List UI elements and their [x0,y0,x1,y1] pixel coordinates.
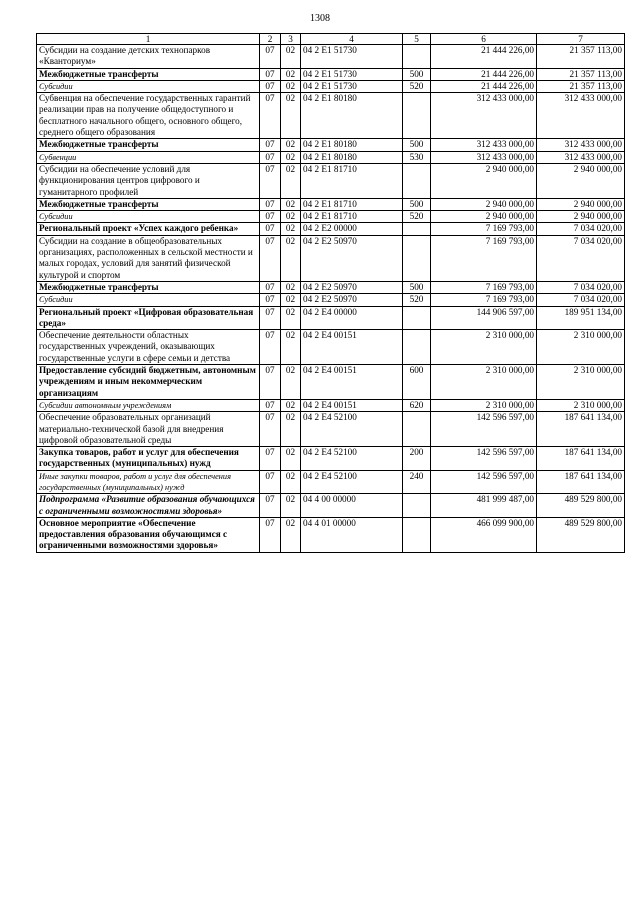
table-row [37,399,625,411]
target-code-cell: 04 2 E4 00000 [301,306,403,330]
table-row [37,365,625,400]
subsection-cell: 02 [281,223,301,235]
amount-year1-cell: 466 099 900,00 [431,517,537,552]
amount-year2-cell: 21 357 113,00 [537,68,625,80]
target-code-cell: 04 2 E1 51730 [301,45,403,69]
row-name-cell: Региональный проект «Цифровая образовательная среда» [37,306,260,330]
target-code-cell: 04 2 E4 00151 [301,330,403,365]
table-row [37,68,625,80]
row-name-cell: Межбюджетные трансферты [37,198,260,210]
amount-year2-cell: 7 034 020,00 [537,235,625,281]
subsection-cell: 02 [281,412,301,447]
row-name-cell: Обеспечение деятельности областных государственных учреждений, оказывающих государственные услуги в сфере семьи и детства [37,330,260,365]
amount-year2-cell: 7 034 020,00 [537,294,625,306]
column-header: 1 [37,34,260,45]
amount-year1-cell: 2 310 000,00 [431,365,537,400]
subsection-cell: 02 [281,139,301,151]
amount-year2-cell: 2 940 000,00 [537,198,625,210]
amount-year2-cell: 2 310 000,00 [537,365,625,400]
amount-year2-cell: 21 357 113,00 [537,45,625,69]
expense-kind-cell [403,45,431,69]
expense-kind-cell: 200 [403,447,431,471]
subsection-cell: 02 [281,281,301,293]
section-cell: 07 [260,211,281,223]
section-cell: 07 [260,399,281,411]
target-code-cell: 04 2 E2 50970 [301,281,403,293]
amount-year1-cell: 144 906 597,00 [431,306,537,330]
subsection-cell: 02 [281,235,301,281]
amount-year1-cell: 312 433 000,00 [431,151,537,163]
subsection-cell: 02 [281,517,301,552]
subsection-cell: 02 [281,399,301,411]
subsection-cell: 02 [281,45,301,69]
subsection-cell: 02 [281,80,301,92]
section-cell: 07 [260,294,281,306]
section-cell: 07 [260,494,281,518]
expense-kind-cell: 520 [403,294,431,306]
amount-year1-cell: 7 169 793,00 [431,235,537,281]
expense-kind-cell [403,235,431,281]
target-code-cell: 04 2 E1 81710 [301,163,403,198]
target-code-cell: 04 2 E1 80180 [301,139,403,151]
amount-year2-cell: 489 529 800,00 [537,494,625,518]
row-name-cell: Субвенция на обеспечение государственных гарантий реализации прав на получение общедоступного и бесплатного начального общего, основного общего, среднего общего образования [37,93,260,139]
amount-year2-cell: 187 641 134,00 [537,412,625,447]
row-name-cell: Подпрограмма «Развитие образования обучающихся с ограниченными возможностями здоровья» [37,494,260,518]
amount-year2-cell: 7 034 020,00 [537,281,625,293]
amount-year1-cell: 2 940 000,00 [431,198,537,210]
target-code-cell: 04 2 E2 50970 [301,294,403,306]
subsection-cell: 02 [281,68,301,80]
expense-kind-cell: 500 [403,139,431,151]
section-cell: 07 [260,470,281,494]
subsection-cell: 02 [281,306,301,330]
expense-kind-cell: 620 [403,399,431,411]
amount-year1-cell: 21 444 226,00 [431,80,537,92]
table-row [37,163,625,198]
expense-kind-cell: 530 [403,151,431,163]
amount-year2-cell: 2 940 000,00 [537,163,625,198]
amount-year2-cell: 187 641 134,00 [537,470,625,494]
amount-year2-cell: 189 951 134,00 [537,306,625,330]
section-cell: 07 [260,223,281,235]
subsection-cell: 02 [281,494,301,518]
amount-year1-cell: 142 596 597,00 [431,447,537,471]
target-code-cell: 04 2 E1 51730 [301,68,403,80]
table-row [37,198,625,210]
target-code-cell: 04 4 01 00000 [301,517,403,552]
target-code-cell: 04 2 E1 80180 [301,151,403,163]
section-cell: 07 [260,365,281,400]
amount-year1-cell: 2 940 000,00 [431,163,537,198]
amount-year1-cell: 7 169 793,00 [431,294,537,306]
row-name-cell: Закупка товаров, работ и услуг для обеспечения государственных (муниципальных) нужд [37,447,260,471]
expense-kind-cell [403,93,431,139]
subsection-cell: 02 [281,198,301,210]
expense-kind-cell [403,306,431,330]
subsection-cell: 02 [281,151,301,163]
row-name-cell: Обеспечение образовательных организаций материально-технической базой для внедрения цифровой образовательной среды [37,412,260,447]
row-name-cell: Предоставление субсидий бюджетным, автономным учреждениям и иным некоммерческим организациям [37,365,260,400]
amount-year1-cell: 21 444 226,00 [431,45,537,69]
amount-year2-cell: 187 641 134,00 [537,447,625,471]
amount-year1-cell: 481 999 487,00 [431,494,537,518]
amount-year1-cell: 2 310 000,00 [431,399,537,411]
table-row [37,330,625,365]
amount-year2-cell: 312 433 000,00 [537,93,625,139]
target-code-cell: 04 2 E1 80180 [301,93,403,139]
table-row [37,235,625,281]
column-header: 5 [403,34,431,45]
amount-year2-cell: 2 310 000,00 [537,330,625,365]
amount-year1-cell: 142 596 597,00 [431,470,537,494]
table-row [37,470,625,494]
row-name-cell: Основное мероприятие «Обеспечение предоставления образования обучающимся с ограниченными возможностями здоровья» [37,517,260,552]
row-name-cell: Субвенции [37,151,260,163]
target-code-cell: 04 2 E4 00151 [301,399,403,411]
row-name-cell: Субсидии на создание детских технопарков «Кванториум» [37,45,260,69]
section-cell: 07 [260,139,281,151]
table-header-row [37,34,625,45]
row-name-cell: Субсидии [37,211,260,223]
target-code-cell: 04 2 E2 00000 [301,223,403,235]
column-header: 2 [260,34,281,45]
section-cell: 07 [260,235,281,281]
section-cell: 07 [260,93,281,139]
amount-year1-cell: 7 169 793,00 [431,223,537,235]
amount-year1-cell: 312 433 000,00 [431,93,537,139]
page-number: 1308 [310,13,330,24]
subsection-cell: 02 [281,163,301,198]
subsection-cell: 02 [281,330,301,365]
table-row [37,139,625,151]
amount-year1-cell: 2 310 000,00 [431,330,537,365]
target-code-cell: 04 2 E1 81710 [301,211,403,223]
target-code-cell: 04 2 E4 52100 [301,470,403,494]
amount-year2-cell: 2 310 000,00 [537,399,625,411]
section-cell: 07 [260,198,281,210]
section-cell: 07 [260,68,281,80]
expense-kind-cell: 520 [403,211,431,223]
row-name-cell: Региональный проект «Успех каждого ребенка» [37,223,260,235]
table-row [37,294,625,306]
amount-year1-cell: 312 433 000,00 [431,139,537,151]
row-name-cell: Субсидии автономным учреждениям [37,399,260,411]
expense-kind-cell [403,163,431,198]
row-name-cell: Субсидии на создание в общеобразовательных организациях, расположенных в сельской местности и малых городах, условий для занятий физической культурой и спортом [37,235,260,281]
amount-year2-cell: 21 357 113,00 [537,80,625,92]
expense-kind-cell [403,223,431,235]
expense-kind-cell [403,330,431,365]
target-code-cell: 04 4 00 00000 [301,494,403,518]
column-header: 7 [537,34,625,45]
row-name-cell: Иные закупки товаров, работ и услуг для обеспечения государственных (муниципальных) нужд [37,470,260,494]
expense-kind-cell: 500 [403,281,431,293]
section-cell: 07 [260,281,281,293]
expense-kind-cell [403,494,431,518]
section-cell: 07 [260,163,281,198]
amount-year1-cell: 142 596 597,00 [431,412,537,447]
target-code-cell: 04 2 E2 50970 [301,235,403,281]
row-name-cell: Субсидии на обеспечение условий для функционирования центров цифрового и гуманитарного профилей [37,163,260,198]
subsection-cell: 02 [281,211,301,223]
subsection-cell: 02 [281,447,301,471]
section-cell: 07 [260,151,281,163]
target-code-cell: 04 2 E1 51730 [301,80,403,92]
amount-year2-cell: 312 433 000,00 [537,139,625,151]
subsection-cell: 02 [281,93,301,139]
section-cell: 07 [260,306,281,330]
table-row [37,151,625,163]
amount-year2-cell: 489 529 800,00 [537,517,625,552]
column-header: 3 [281,34,301,45]
subsection-cell: 02 [281,294,301,306]
section-cell: 07 [260,45,281,69]
table-row [37,281,625,293]
section-cell: 07 [260,412,281,447]
section-cell: 07 [260,330,281,365]
amount-year1-cell: 7 169 793,00 [431,281,537,293]
table-row [37,223,625,235]
amount-year1-cell: 2 940 000,00 [431,211,537,223]
row-name-cell: Межбюджетные трансферты [37,281,260,293]
expense-kind-cell: 600 [403,365,431,400]
table-row [37,211,625,223]
amount-year1-cell: 21 444 226,00 [431,68,537,80]
expense-kind-cell: 500 [403,68,431,80]
target-code-cell: 04 2 E4 52100 [301,412,403,447]
table-row [37,494,625,518]
table-row [37,517,625,552]
section-cell: 07 [260,447,281,471]
table-row [37,447,625,471]
target-code-cell: 04 2 E4 00151 [301,365,403,400]
target-code-cell: 04 2 E4 52100 [301,447,403,471]
column-header: 4 [301,34,403,45]
target-code-cell: 04 2 E1 81710 [301,198,403,210]
table-row [37,306,625,330]
section-cell: 07 [260,517,281,552]
expense-kind-cell: 240 [403,470,431,494]
row-name-cell: Межбюджетные трансферты [37,68,260,80]
column-header: 6 [431,34,537,45]
amount-year2-cell: 2 940 000,00 [537,211,625,223]
row-name-cell: Субсидии [37,294,260,306]
table-row [37,80,625,92]
expense-kind-cell [403,412,431,447]
expense-kind-cell: 500 [403,198,431,210]
subsection-cell: 02 [281,365,301,400]
table-row [37,412,625,447]
budget-table [36,33,625,553]
expense-kind-cell: 520 [403,80,431,92]
row-name-cell: Субсидии [37,80,260,92]
table-row [37,45,625,69]
section-cell: 07 [260,80,281,92]
expense-kind-cell [403,517,431,552]
amount-year2-cell: 312 433 000,00 [537,151,625,163]
subsection-cell: 02 [281,470,301,494]
table-row [37,93,625,139]
row-name-cell: Межбюджетные трансферты [37,139,260,151]
amount-year2-cell: 7 034 020,00 [537,223,625,235]
